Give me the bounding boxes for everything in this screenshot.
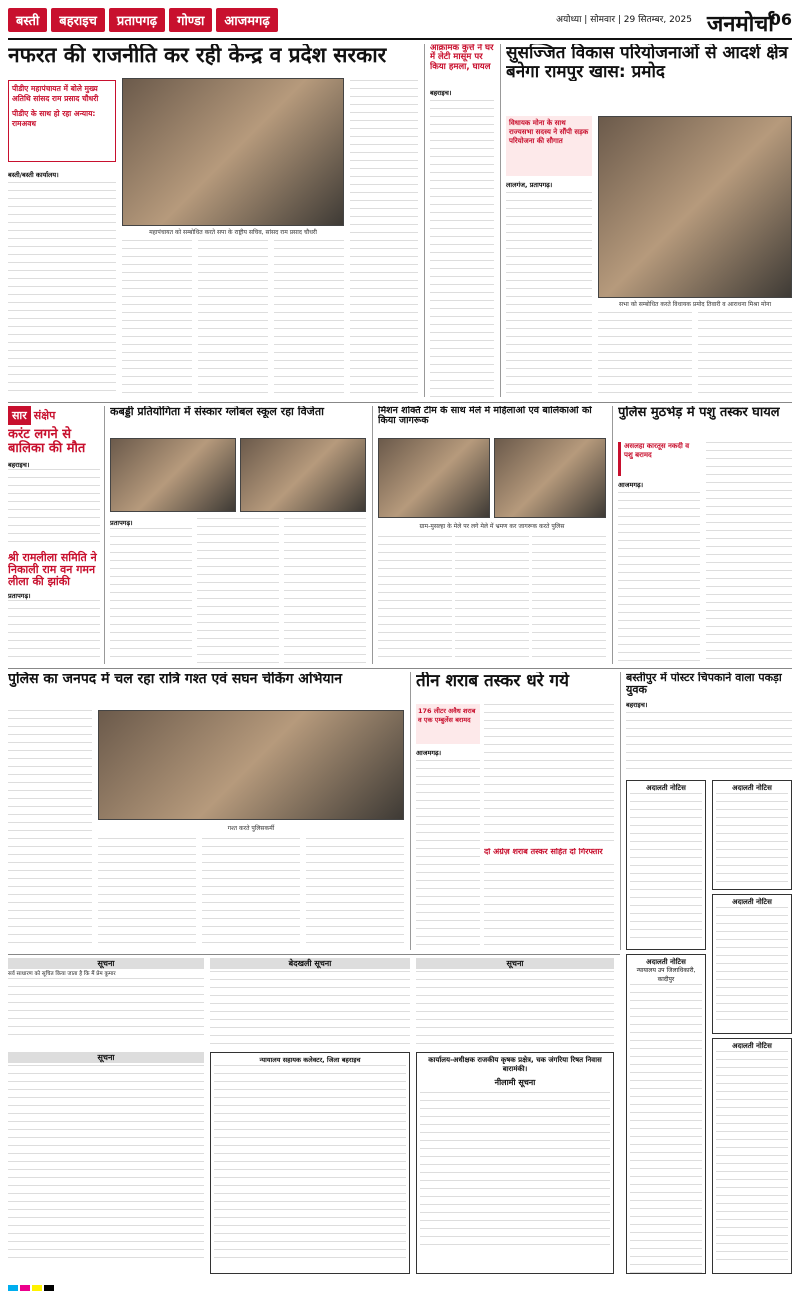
notice-court: न्यायालय उप जिलाधिकारी, कादीपुर <box>636 967 696 983</box>
section-divider <box>8 668 792 669</box>
tag: आजमगढ़ <box>216 8 277 32</box>
notice-bedakhali <box>210 958 410 1048</box>
story5-body-col3 <box>532 536 606 664</box>
story6-body-col2 <box>706 442 792 664</box>
notice-karyalay <box>416 1052 614 1274</box>
sar-dateline2: प्रतापगढ़। <box>8 591 31 600</box>
story7-photo <box>98 710 404 820</box>
story2-dateline: बहराइच। <box>430 89 452 97</box>
notice-title: सूचना <box>8 1052 204 1063</box>
print-color-bar <box>8 1285 54 1291</box>
story7-caption: गश्त करते पुलिसकर्मी <box>227 825 275 832</box>
story7-body-col2 <box>98 838 196 950</box>
story4-body-col1 <box>110 528 192 664</box>
story5-body-col2 <box>455 536 529 664</box>
notice-suchna-3 <box>8 1052 204 1274</box>
story6-highlight <box>618 442 698 476</box>
notice-body <box>420 1092 610 1252</box>
divider <box>500 44 501 397</box>
page-number: 06 <box>769 10 792 29</box>
lead-body-col5 <box>350 80 418 397</box>
lead-photo <box>122 78 344 226</box>
divider <box>372 406 373 664</box>
story2-body <box>430 100 494 397</box>
notice-body <box>716 1051 788 1267</box>
story8-highlight <box>416 704 480 744</box>
sar-label2: संक्षेप <box>33 409 56 422</box>
notice-title: अदालती नोटिस <box>646 958 686 966</box>
sar-body1 <box>8 469 100 549</box>
story3-body-col3 <box>698 312 792 397</box>
sar-body2 <box>8 600 100 660</box>
story5-headline: मिशन शक्ति टीम के साथ मेले में महिलाओं एवं बालिकाओं को किया जागरूक <box>378 406 592 427</box>
notice-body <box>214 1065 406 1265</box>
story6-dateline: आजमगढ़। <box>618 481 644 489</box>
story7-body-col3 <box>202 838 300 950</box>
notice-title: अदालती नोटिस <box>646 784 686 792</box>
lead-body-col2 <box>122 240 192 397</box>
notice-body <box>210 971 410 1047</box>
story3-dateline: लालगंज, प्रतापगढ़। <box>506 181 553 189</box>
highlight-text: 176 लीटर अवैध शराब व एक एम्बुलेंस बरामद <box>418 707 476 724</box>
story7-body-col4 <box>306 838 404 950</box>
lead-body-col3 <box>198 240 268 397</box>
story2-headline: आक्रामक कुत्ते ने घर में लेटी मासूम पर किया हमला, घायल <box>430 44 494 72</box>
notice-adalti-1 <box>626 780 706 950</box>
sar-label: सार <box>8 406 31 425</box>
story5-body-col1 <box>378 536 452 664</box>
notice-title: कार्यालय-अधीक्षक राजकीय कृषक प्रक्षेत्र, चक जंगरिया रिषत निवास बारामंकी। <box>428 1056 602 1074</box>
story9-body <box>626 712 792 774</box>
notice-title: सूचना <box>8 958 204 969</box>
lead-body-col4 <box>274 240 344 397</box>
story3-highlight <box>506 116 592 176</box>
notice-body <box>630 984 702 1274</box>
divider <box>612 406 613 664</box>
highlight-text: असलहा कारतूस नकदी व पशु बरामद <box>624 442 690 459</box>
notice-adalti-5 <box>712 1038 792 1274</box>
tag: प्रतापगढ़ <box>109 8 165 32</box>
notice-title: अदालती नोटिस <box>732 784 772 792</box>
story3-caption: सभा को सम्बोधित करते विधायक प्रमोद तिवारी व आराधना मिश्रा मोना <box>618 301 772 308</box>
story4-dateline: प्रतापगढ़। <box>110 519 133 527</box>
story3-body-col2 <box>598 312 692 397</box>
story5-photo2 <box>494 438 606 518</box>
tag: गोण्डा <box>169 8 212 32</box>
notice-adalti-2 <box>712 780 792 890</box>
highlight-text: विधायक मोना के साथ राज्यसभा सदस्य ने सौंपी सड़क परियोजना की सौगात <box>509 119 589 145</box>
district-tags <box>8 8 278 32</box>
notice-suchna-2 <box>416 958 614 1048</box>
story5-caption: ग्राम-मुसल्हा के मेले पर लगे मेले में भ्रमण कर जागरूक करते पुलिस <box>419 523 565 530</box>
story4-headline: कबड्डी प्रतियोगिता में संस्कार ग्लोबल स्कूल रहा विजेता <box>110 406 324 418</box>
notice-title: अदालती नोटिस <box>732 1042 772 1050</box>
story3-body-col1 <box>506 192 592 397</box>
notice-text: सर्व साधारण को सूचित किया जाता है कि मैं प्रेम कुमार <box>8 971 116 977</box>
story3-headline: सुसज्जित विकास परियोजनाओं से आदर्श क्षेत्र बनेगा रामपुर खास: प्रमोद <box>506 44 788 82</box>
story3-photo <box>598 116 792 298</box>
notice-title: अदालती नोटिस <box>732 898 772 906</box>
lead-headline: नफरत की राजनीति कर रही केन्द्र व प्रदेश सरकार <box>8 44 387 67</box>
story6-body-col1 <box>618 492 700 664</box>
notice-suchna <box>8 958 204 1048</box>
sar-sidebar <box>8 406 100 664</box>
lead-body-col1 <box>8 182 116 397</box>
notice-title: सूचना <box>416 958 614 969</box>
story9-headline: बस्तीपुर में पोस्टर चिपकाने वाला पकड़ा युवक <box>626 672 782 697</box>
issue-date: अयोध्या | सोमवार | 29 सितम्बर, 2025 <box>556 15 692 25</box>
notice-subtitle: नीलामी सूचना <box>494 1077 536 1087</box>
story6-headline: पुलिस मुठभेड़ में पशु तस्कर घायल <box>618 406 780 420</box>
sar-headline1: करंट लगने से बालिका की मौत <box>8 427 86 457</box>
lead-highlights <box>8 80 116 162</box>
notice-adalti-3 <box>712 894 792 1034</box>
sar-headline2: श्री रामलीला समिति ने निकाली राम वन गमन लीला की झांकी <box>8 550 97 588</box>
notice-body <box>8 1065 204 1265</box>
notice-body <box>716 907 788 1027</box>
highlight-text: पीडीए के साथ हो रहा अन्याय: रामअवध <box>12 109 96 128</box>
story4-photo2 <box>240 438 366 512</box>
story8-subhead: दो अंग्रेज़ शराब तस्कर सहित दो गिरफ्तार <box>484 848 603 856</box>
story8-body-col1 <box>416 760 480 950</box>
story7-headline: पुलिस का जनपद में चल रहा रात्रि गश्त एवं सघन चेकिंग अभियान <box>8 672 342 687</box>
tag: बस्ती <box>8 8 47 32</box>
top-rule <box>8 38 792 40</box>
story5-photo1 <box>378 438 490 518</box>
notice-title: न्यायालय सहायक कलेक्टर, जिला बहराइच <box>259 1056 361 1064</box>
notice-body <box>416 971 614 1047</box>
notice-body <box>716 793 788 883</box>
story9-dateline: बहराइच। <box>626 701 648 709</box>
newspaper-logo: जनमोर्चा <box>706 11 774 34</box>
highlight-text: पीडीए महापंचायत में बोले मुख्य अतिथि सांसद राम प्रसाद चौधरी <box>12 84 99 103</box>
notice-body <box>8 978 204 1038</box>
lead-caption: महापंचायत को सम्बोधित करते सपा के राष्ट्रीय सचिव, सांसद राम प्रसाद चौधरी <box>149 229 317 236</box>
notice-zila <box>210 1052 410 1274</box>
lead-dateline: बस्ती/बस्ती कार्यालय। <box>8 171 59 179</box>
story4-photo1 <box>110 438 236 512</box>
story8-headline: तीन शराब तस्कर धरे गये <box>416 672 569 691</box>
divider <box>104 406 105 664</box>
section-divider <box>8 954 620 955</box>
story8-dateline: आजमगढ़। <box>416 749 442 757</box>
story4-body-col2 <box>197 518 279 664</box>
notice-body <box>630 793 702 943</box>
story8-body-col2 <box>484 704 614 844</box>
notice-title: बेदखली सूचना <box>210 958 410 969</box>
sar-dateline1: बहराइच। <box>8 460 30 469</box>
divider <box>424 44 425 397</box>
notice-adalti-4 <box>626 954 706 1274</box>
story4-body-col3 <box>284 518 366 664</box>
story7-body-col1 <box>8 710 92 950</box>
tag: बहराइच <box>51 8 105 32</box>
masthead <box>522 8 792 34</box>
divider <box>620 672 621 950</box>
section-divider <box>8 402 792 403</box>
divider <box>410 672 411 950</box>
story8-body-col3 <box>484 864 614 950</box>
